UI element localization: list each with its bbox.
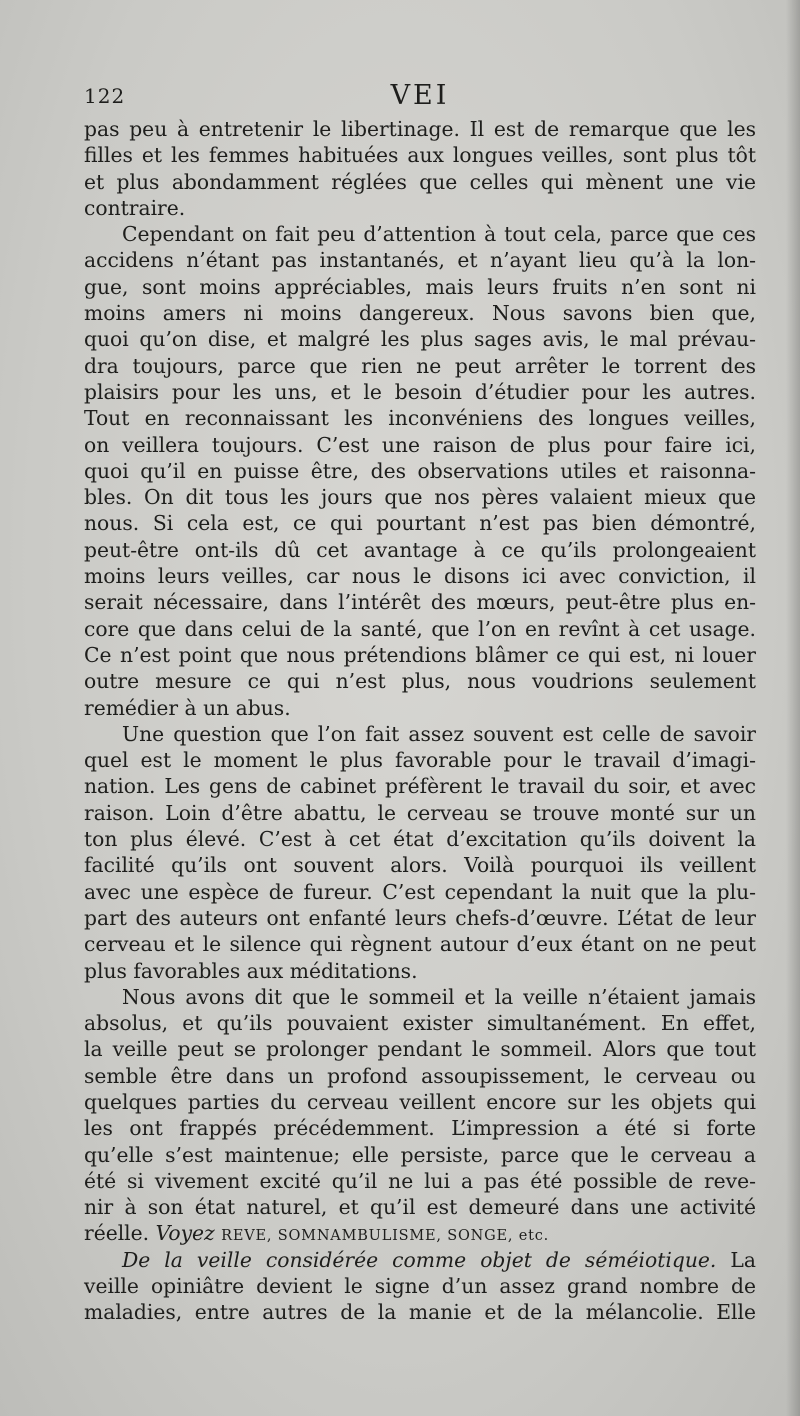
- text-line: quelques parties du cerveau veillent encore sur les objets qui: [84, 1089, 756, 1114]
- text-line: ton plus élevé. C’est à cet état d’excitation qu’ils doivent la: [84, 827, 756, 852]
- page-number: 122: [84, 84, 126, 108]
- text-line: moins leurs veilles, car nous le disons ici avec conviction, il: [84, 564, 756, 589]
- text-line: bles. On dit tous les jours que nos pères valaient mieux que: [84, 485, 756, 510]
- text-line: la veille peut se prolonger pendant le sommeil. Alors que tout: [84, 1037, 756, 1062]
- text-line: outre mesure ce qui n’est plus, nous voudrions seulement: [84, 669, 756, 694]
- text-line: pas peu à entretenir le libertinage. Il est de remarque que les: [84, 117, 756, 141]
- voyez-prefix: Voyez: [155, 1221, 215, 1246]
- text-line: été si vivement excité qu’il ne lui a pas été possible de reve-: [84, 1168, 756, 1193]
- text-line: peut-être ont-ils dû cet avantage à ce qu’ils prolongeaient: [84, 537, 756, 562]
- text-line: Tout en reconnaissant les inconvéniens des longues veilles,: [84, 406, 756, 431]
- text-line: Nous avons dit que le sommeil et la veille n’étaient jamais: [122, 984, 756, 1009]
- text-line: quel est le moment le plus favorable pour le travail d’imagi-: [84, 748, 756, 773]
- text-line: on veillera toujours. C’est une raison de plus pour faire ici,: [84, 432, 756, 457]
- text-line: les ont frappés précédemment. L’impression a été si forte: [84, 1116, 756, 1141]
- page-edge-shadow: [786, 0, 800, 1416]
- text-line: Ce n’est point que nous prétendions blâmer ce qui est, ni louer: [84, 642, 756, 667]
- text-line: quoi qu’on dise, et malgré les plus sages avis, le mal prévau-: [84, 327, 756, 352]
- text-line: avec une espèce de fureur. C’est cependant la nuit que la plu-: [84, 879, 756, 904]
- cross-references: REVE, SOMNAMBULISME, SONGE, etc.: [221, 1228, 550, 1245]
- voyez-line: [84, 1220, 756, 1246]
- text-line: Cependant on fait peu d’attention à tout cela, parce que ces: [122, 222, 756, 247]
- text-line: dra toujours, parce que rien ne peut arrêter le torrent des: [84, 353, 756, 378]
- text-line: veille opiniâtre devient le signe d’un assez grand nombre de: [84, 1274, 756, 1299]
- text-line: Une question que l’on fait assez souvent est celle de savoir: [122, 721, 756, 746]
- text-line: moins amers ni moins dangereux. Nous savons bien que,: [84, 301, 756, 326]
- text-line: nir à son état naturel, et qu’il est demeuré dans une activité: [84, 1195, 756, 1220]
- text-line: raison. Loin d’être abattu, le cerveau se trouve monté sur un: [84, 800, 756, 825]
- text-line: filles et les femmes habituées aux longues veilles, sont plus tôt: [84, 143, 756, 168]
- section-heading: De la veille considérée comme objet de séméiotique.: [122, 1247, 717, 1272]
- text-line: cerveau et le silence qui règnent autour d’eux étant on ne peut: [84, 932, 756, 957]
- text-line: plaisirs pour les uns, et le besoin d’étudier pour les autres.: [84, 379, 756, 404]
- text-line: nous. Si cela est, ce qui pourtant n’est pas bien démontré,: [84, 511, 756, 536]
- text-line: accidens n’étant pas instantanés, et n’ayant lieu qu’à la lon-: [84, 248, 756, 273]
- text-line: semble être dans un profond assoupissement, le cerveau ou: [84, 1063, 756, 1088]
- running-head: VEI: [390, 80, 450, 111]
- text-line: gue, sont moins appréciables, mais leurs fruits n’en sont ni: [84, 274, 756, 299]
- text-line: facilité qu’ils ont souvent alors. Voilà pourquoi ils veillent: [84, 853, 756, 878]
- text-line: core que dans celui de la santé, que l’on en revînt à cet usage.: [84, 616, 756, 641]
- body-text: [84, 116, 756, 1326]
- text-line: remédier à un abus.: [84, 695, 291, 720]
- text-line: nation. Les gens de cabinet préfèrent le travail du soir, et avec: [84, 774, 756, 799]
- text-line: et plus abondamment réglées que celles qui mènent une vie: [84, 169, 756, 194]
- section-lead-text: La: [716, 1247, 756, 1272]
- text-line: serait nécessaire, dans l’intérêt des mœurs, peut-être plus en-: [84, 590, 756, 615]
- text-line: maladies, entre autres de la manie et de la mélancolie. Elle: [84, 1300, 756, 1325]
- text-line: quoi qu’il en puisse être, des observations utiles et raisonna-: [84, 458, 756, 483]
- text-line: contraire.: [84, 195, 186, 220]
- text-line: réelle.: [84, 1221, 150, 1246]
- text-line: qu’elle s’est maintenue; elle persiste, parce que le cerveau a: [84, 1142, 756, 1167]
- text-line: part des auteurs ont enfanté leurs chefs-d’œuvre. L’état de leur: [84, 905, 756, 930]
- section-heading-line: [84, 1247, 756, 1273]
- page-header: [84, 80, 756, 114]
- text-line: absolus, et qu’ils pouvaient exister simultanément. En effet,: [84, 1011, 756, 1036]
- text-line: plus favorables aux méditations.: [84, 958, 418, 983]
